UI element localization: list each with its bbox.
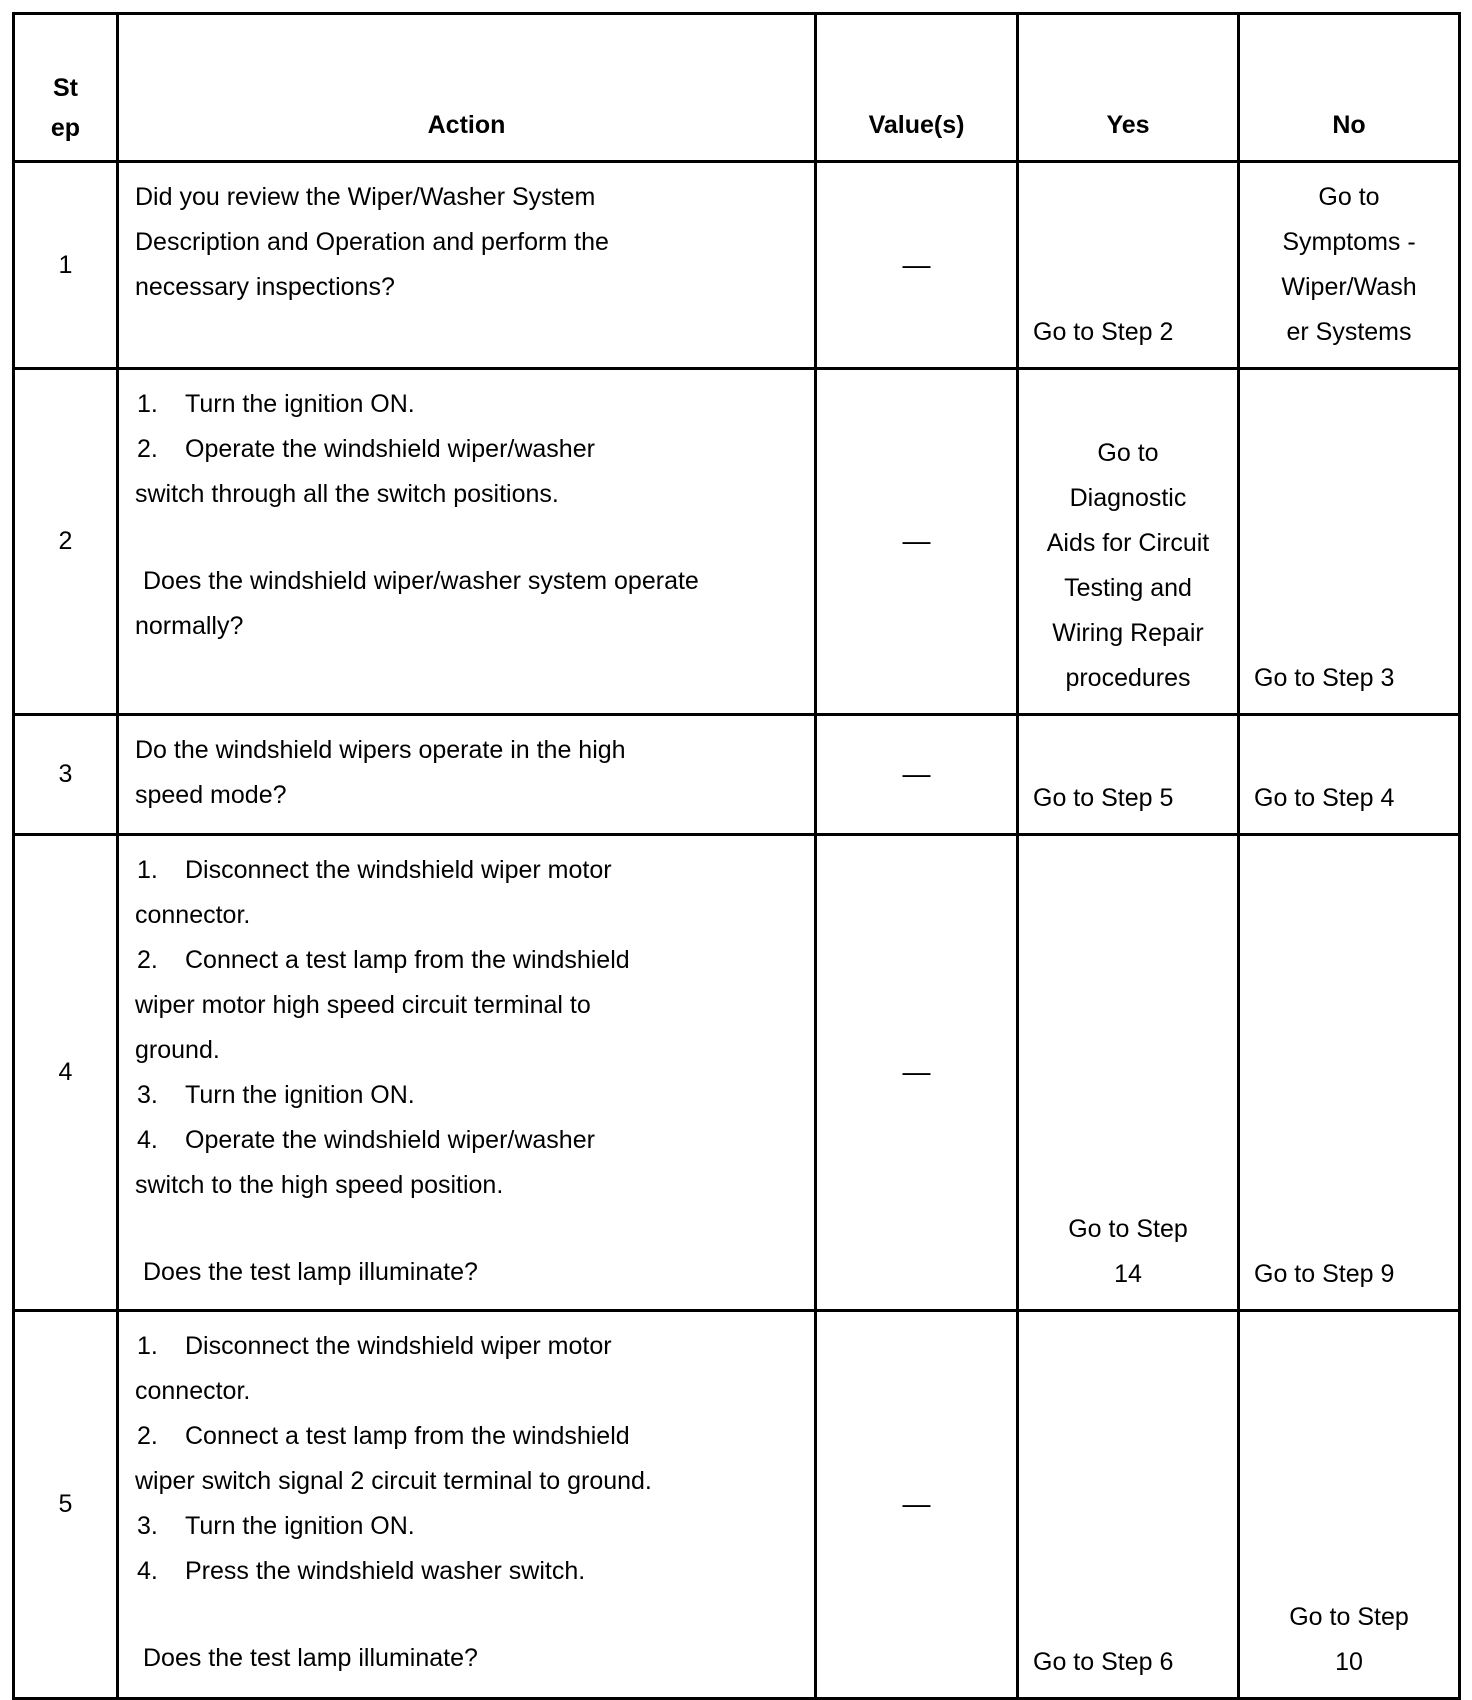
action-cell: Do the windshield wipers operate in the high speed mode? (118, 715, 816, 835)
yes-cell: Go to Step 2 (1018, 162, 1239, 369)
step-number: 1 (14, 162, 118, 369)
value-cell: — (816, 715, 1018, 835)
header-action: Action (118, 14, 816, 162)
no-cell: Go to Symptoms - Wiper/Wash er Systems (1239, 162, 1460, 369)
value-cell: — (816, 1311, 1018, 1699)
action-cell: 1. Disconnect the windshield wiper motor connector. 2. Connect a test lamp from the windshield wiper switch signal 2 circuit terminal to ground. 3. Turn the ignition ON. 4. Press the windshield washer switch. Does the test lamp illuminate? (118, 1311, 816, 1699)
header-yes: Yes (1018, 14, 1239, 162)
yes-cell: Go to Step 6 (1018, 1311, 1239, 1699)
action-cell: 1. Turn the ignition ON. 2. Operate the windshield wiper/washer switch through all the switch positions. Does the windshield wiper/washer system operate normally? (118, 369, 816, 715)
table-row (14, 715, 1460, 835)
action-cell: 1. Disconnect the windshield wiper motor connector. 2. Connect a test lamp from the windshield wiper motor high speed circuit terminal to ground. 3. Turn the ignition ON. 4. Operate the windshield wiper/washer switch to the high speed position. Does the test lamp illuminate? (118, 835, 816, 1311)
no-cell: Go to Step 10 (1239, 1311, 1460, 1699)
header-values: Value(s) (816, 14, 1018, 162)
step-number: 5 (14, 1311, 118, 1699)
value-cell: — (816, 162, 1018, 369)
table-row (14, 162, 1460, 369)
action-cell: Did you review the Wiper/Washer System Description and Operation and perform the necessary inspections? (118, 162, 816, 369)
yes-cell: Go to Step 5 (1018, 715, 1239, 835)
no-cell: Go to Step 3 (1239, 369, 1460, 715)
table-row (14, 1311, 1460, 1699)
yes-cell: Go to Diagnostic Aids for Circuit Testing and Wiring Repair procedures (1018, 369, 1239, 715)
step-number: 4 (14, 835, 118, 1311)
header-no: No (1239, 14, 1460, 162)
diagnostic-table (12, 12, 1461, 1700)
header-step: St ep (14, 14, 118, 162)
step-number: 2 (14, 369, 118, 715)
value-cell: — (816, 369, 1018, 715)
header-row (14, 14, 1460, 162)
table-row (14, 369, 1460, 715)
step-number: 3 (14, 715, 118, 835)
no-cell: Go to Step 4 (1239, 715, 1460, 835)
yes-cell: Go to Step 14 (1018, 835, 1239, 1311)
table-row (14, 835, 1460, 1311)
no-cell: Go to Step 9 (1239, 835, 1460, 1311)
value-cell: — (816, 835, 1018, 1311)
